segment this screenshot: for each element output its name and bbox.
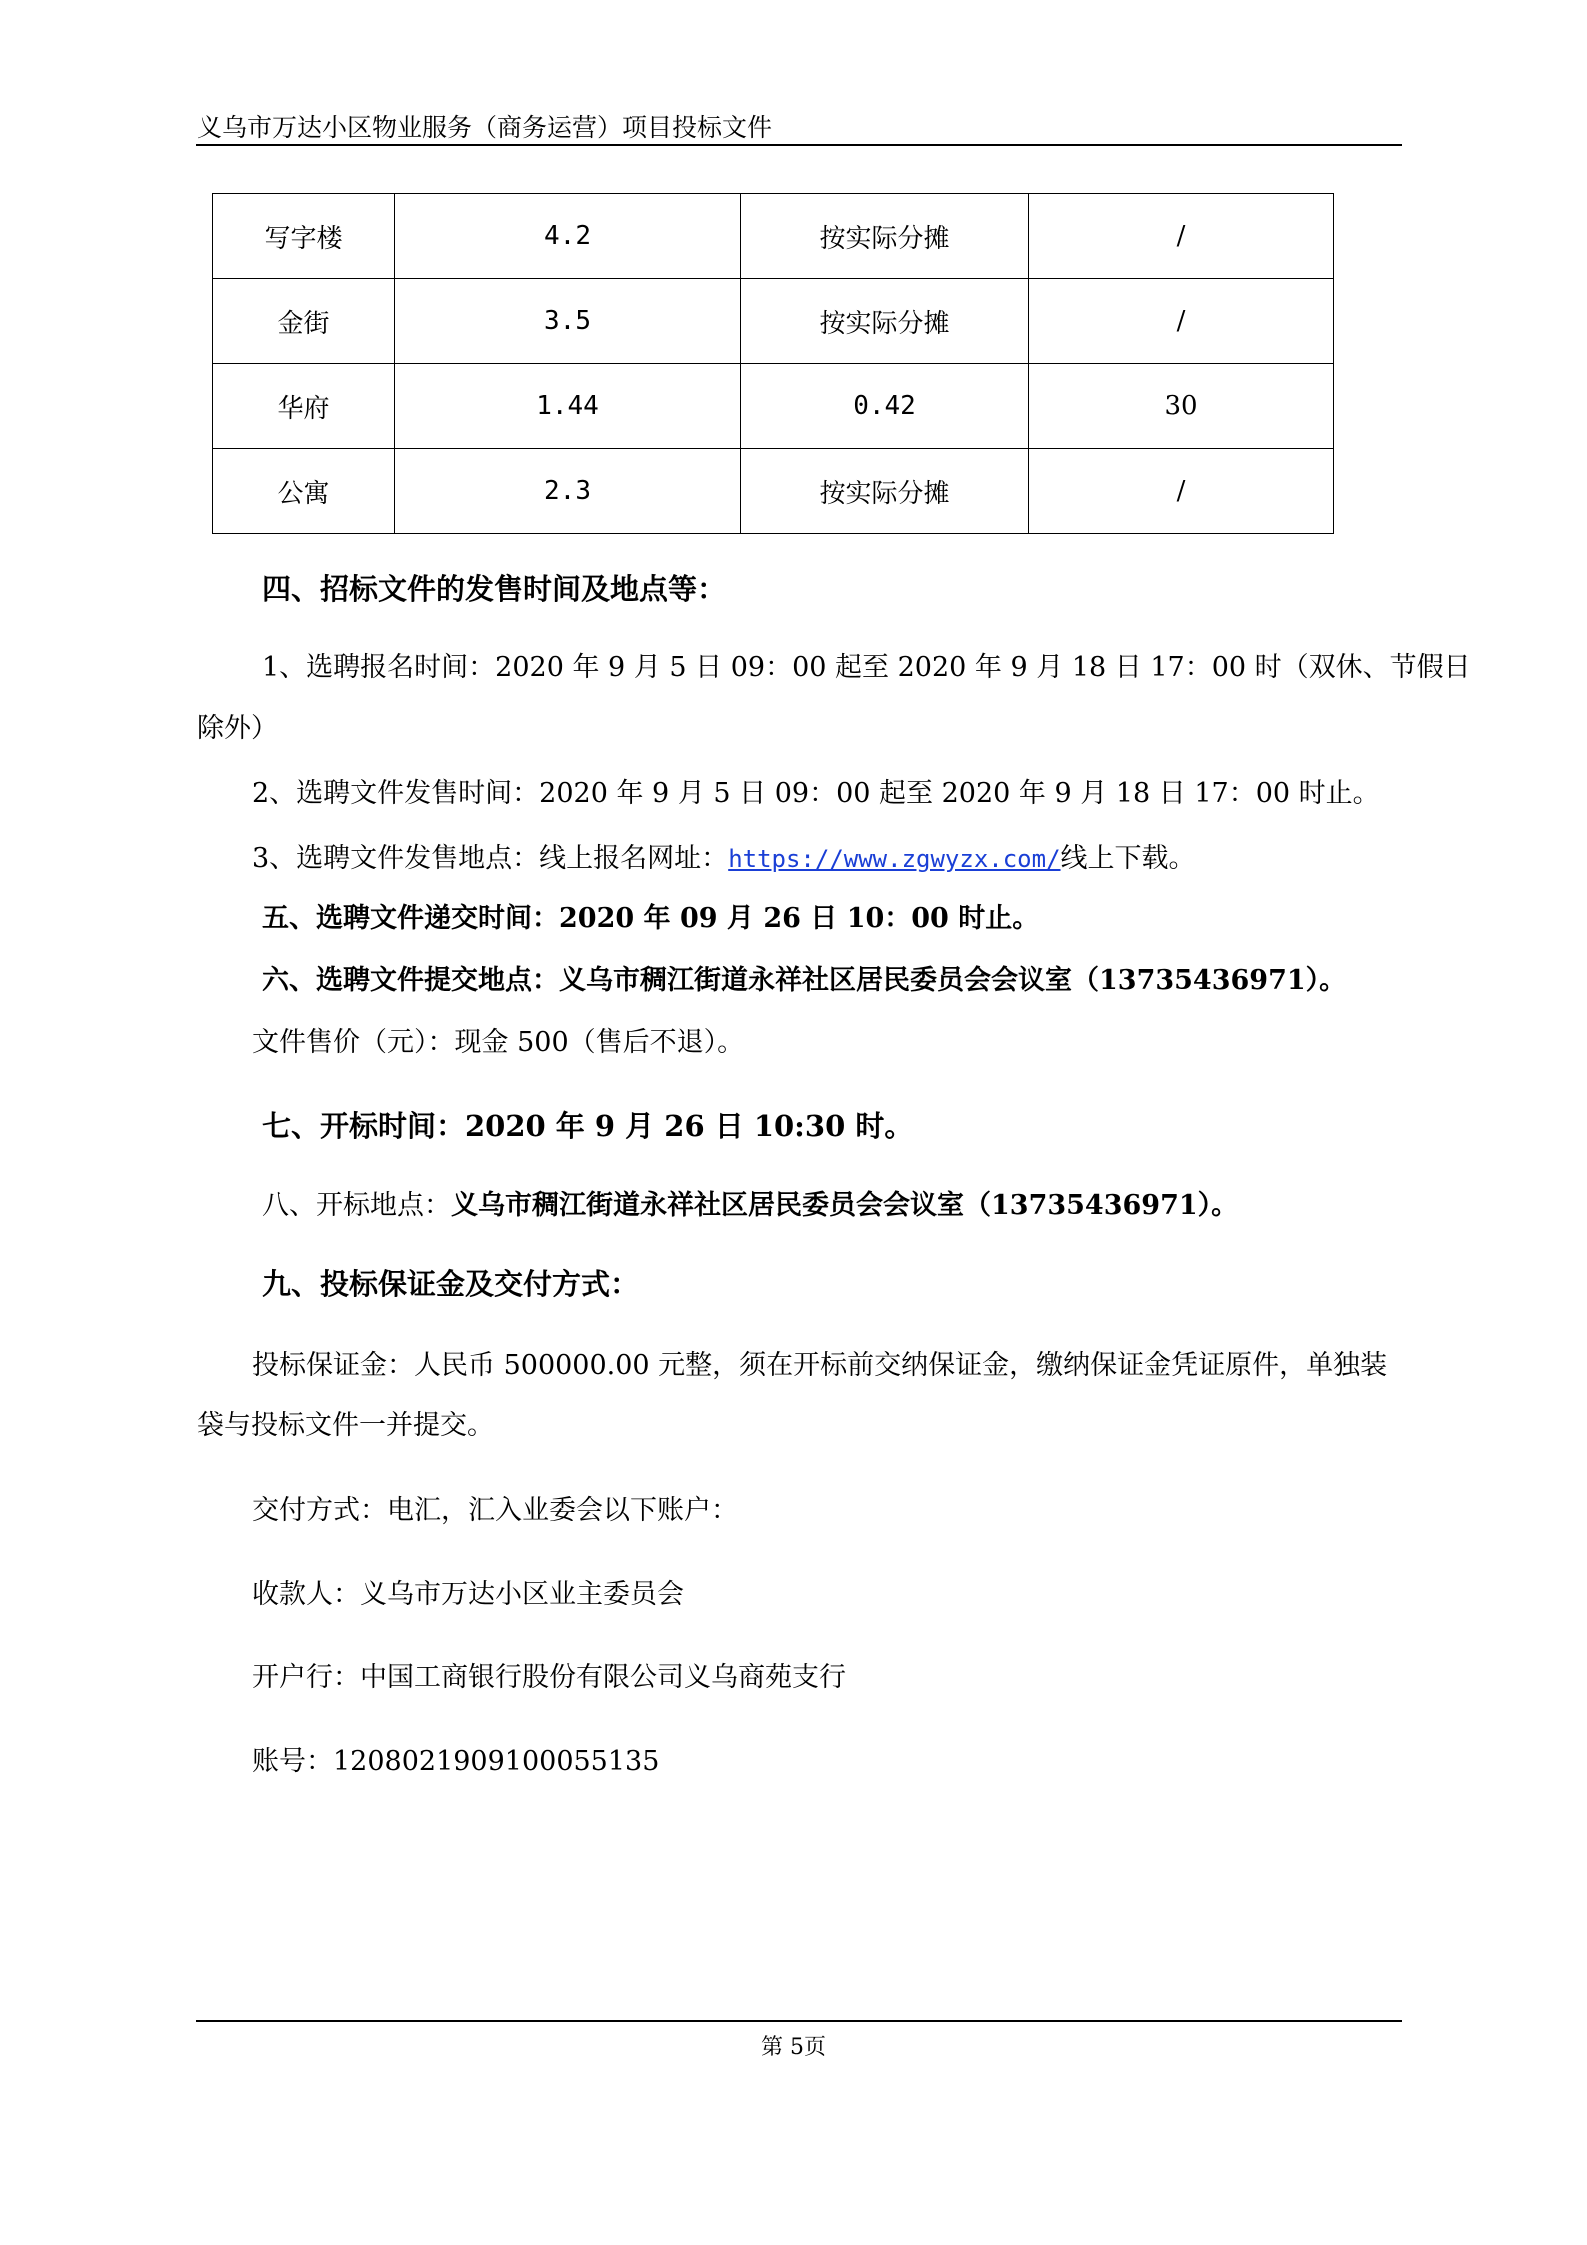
bid-opening-location-place: 义乌市稠江街道永祥社区居民委员会会议室（13735436971）。 xyxy=(451,1190,1239,1221)
payee: 收款人：义乌市万达小区业主委员会 xyxy=(252,1579,684,1610)
table-cell: 公寓 xyxy=(213,449,395,534)
table-row xyxy=(213,194,1334,279)
table-cell: 4.2 xyxy=(395,194,741,279)
sale-location-suffix: 线上下载。 xyxy=(1060,843,1196,874)
payment-method: 交付方式：电汇，汇入业委会以下账户： xyxy=(252,1495,738,1526)
sale-location xyxy=(252,836,1196,875)
submission-deadline: 五、选聘文件递交时间：2020 年 09 月 26 日 10：00 时止。 xyxy=(262,903,1040,934)
table-cell: 华府 xyxy=(213,364,395,449)
table-cell: 金街 xyxy=(213,279,395,364)
submission-location: 六、选聘文件提交地点：义乌市稠江街道永祥社区居民委员会会议室（13735436971）。 xyxy=(262,965,1347,996)
table-cell: / xyxy=(1029,449,1334,534)
bid-opening-location-label: 八、开标地点： xyxy=(262,1190,451,1221)
table-cell: 3.5 xyxy=(395,279,741,364)
table-row xyxy=(213,279,1334,364)
header-divider xyxy=(196,144,1402,146)
bid-opening-location xyxy=(262,1183,1238,1222)
section-4-heading: 四、招标文件的发售时间及地点等： xyxy=(262,572,727,606)
table-cell: 0.42 xyxy=(741,364,1029,449)
table-cell: 2.3 xyxy=(395,449,741,534)
table-cell: 写字楼 xyxy=(213,194,395,279)
table-cell: 按实际分摊 xyxy=(741,194,1029,279)
table-row xyxy=(213,449,1334,534)
document-price: 文件售价（元）：现金 500（售后不退）。 xyxy=(252,1027,745,1058)
sale-time: 2、选聘文件发售时间：2020 年 9 月 5 日 09：00 起至 2020 年 9 月 18 日 17：00 时止。 xyxy=(252,778,1380,809)
registration-url-link[interactable]: https://www.zgwyzx.com/ xyxy=(728,845,1061,873)
account-number: 账号：1208021909100055135 xyxy=(252,1746,660,1777)
deposit-line-1: 投标保证金：人民币 500000.00 元整，须在开标前交纳保证金，缴纳保证金凭证原件，单独装 xyxy=(252,1350,1388,1381)
table-cell: / xyxy=(1029,279,1334,364)
table-row xyxy=(213,364,1334,449)
sale-location-label: 3、选聘文件发售地点：线上报名网址： xyxy=(252,843,729,874)
bank: 开户行：中国工商银行股份有限公司义乌商苑支行 xyxy=(252,1662,846,1693)
fee-table xyxy=(212,193,1334,534)
footer-divider xyxy=(196,2020,1402,2022)
registration-time-line-2: 除外） xyxy=(197,713,278,744)
section-9-heading: 九、投标保证金及交付方式： xyxy=(262,1267,640,1301)
table-cell: 1.44 xyxy=(395,364,741,449)
registration-time-line-1: 1、选聘报名时间：2020 年 9 月 5 日 09：00 起至 2020 年 9 月 18 日 17：00 时（双休、节假日 xyxy=(262,652,1471,683)
page-number: 第 5页 xyxy=(761,2035,826,2060)
table-cell: 按实际分摊 xyxy=(741,449,1029,534)
table-cell: / xyxy=(1029,194,1334,279)
table-cell: 按实际分摊 xyxy=(741,279,1029,364)
deposit-line-2: 袋与投标文件一并提交。 xyxy=(197,1410,494,1441)
bid-opening-time: 七、开标时间：2020 年 9 月 26 日 10:30 时。 xyxy=(262,1109,914,1143)
document-header-title: 义乌市万达小区物业服务（商务运营）项目投标文件 xyxy=(197,113,773,142)
table-cell: 30 xyxy=(1029,364,1334,449)
